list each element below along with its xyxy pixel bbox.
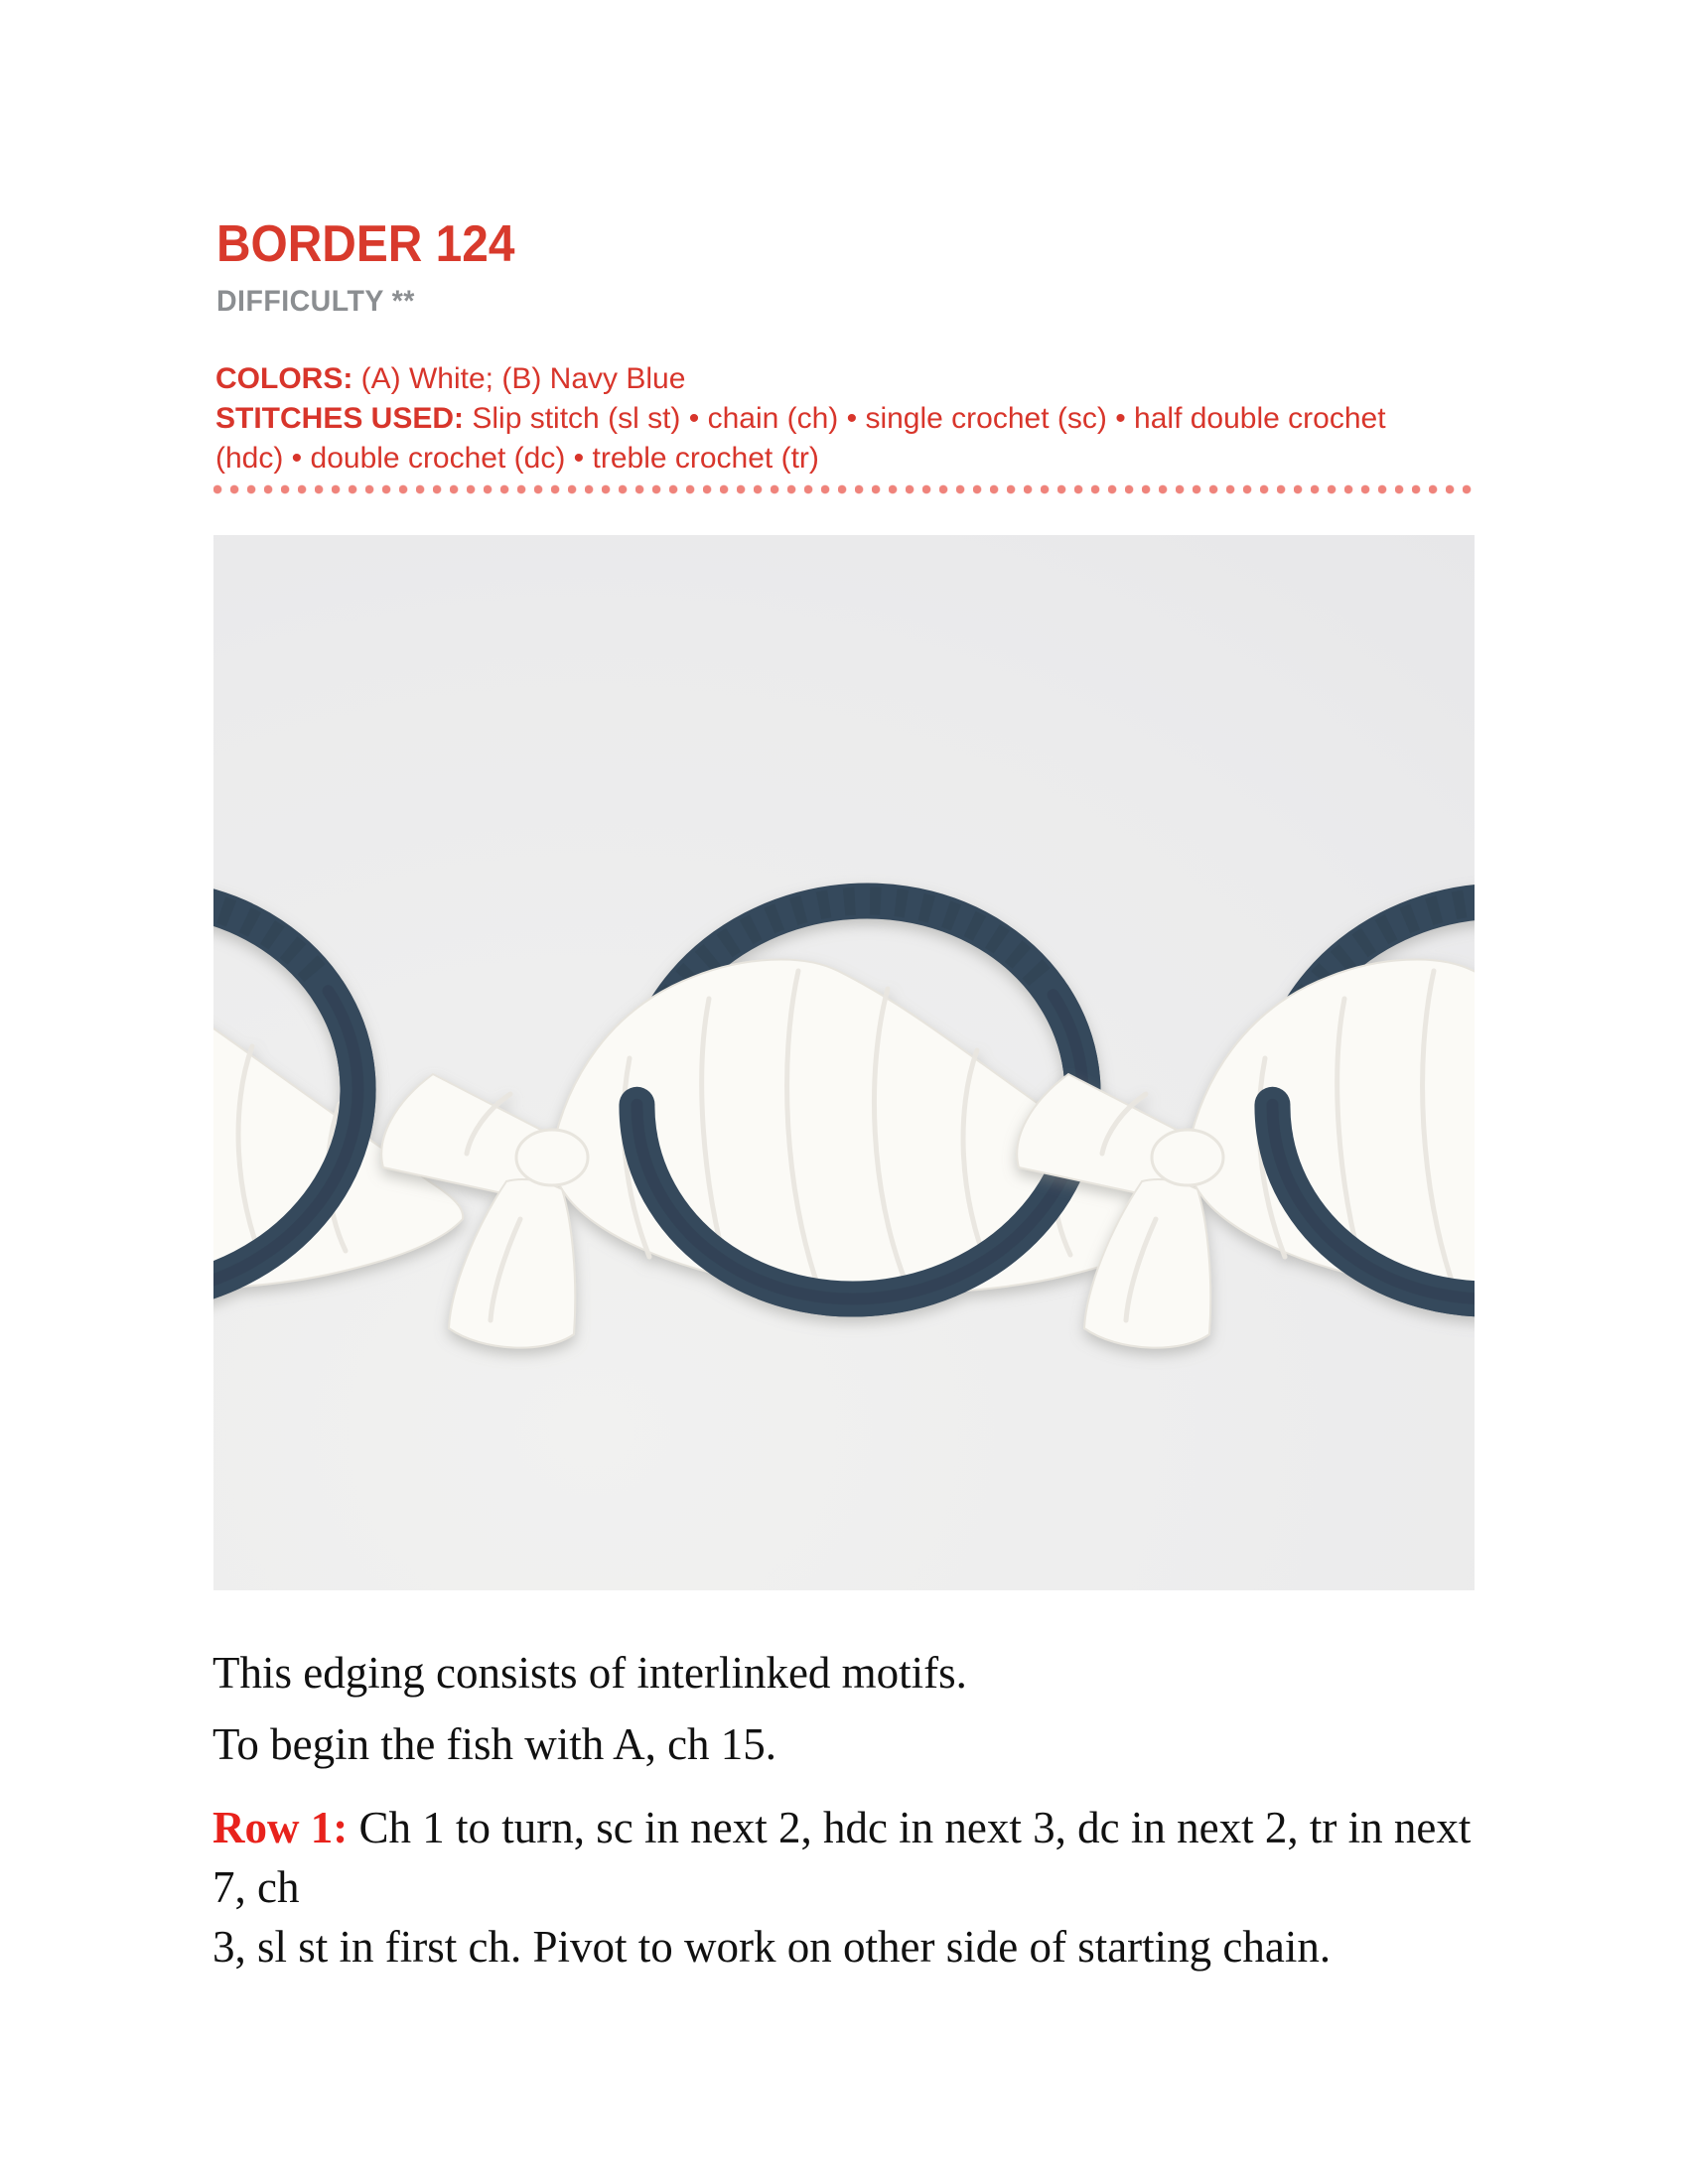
dotted-divider — [213, 483, 1477, 495]
stitches-line-2 — [215, 439, 1386, 478]
pattern-meta — [215, 359, 1386, 478]
paragraph-row1 — [212, 1798, 1483, 1977]
stitches-line-1 — [215, 399, 1386, 439]
difficulty-label: DIFFICULTY ** — [216, 285, 415, 318]
colors-label: COLORS: — [215, 362, 353, 395]
colors-line — [215, 359, 1386, 399]
row1-label: Row 1: — [212, 1803, 349, 1852]
page-title: BORDER 124 — [216, 215, 515, 273]
stitches-value-2: (hdc) • double crochet (dc) • treble crochet (tr) — [215, 442, 819, 475]
paragraph-begin: To begin the fish with A, ch 15. — [212, 1719, 777, 1769]
stitches-label: STITCHES USED: — [215, 402, 465, 435]
colors-value: (A) White; (B) Navy Blue — [352, 362, 686, 395]
row1-text-line1: Ch 1 to turn, sc in next 2, hdc in next 3, dc in next 2, tr in next 7, ch — [212, 1803, 1472, 1912]
row1-text-line2: 3, sl st in first ch. Pivot to work on other side of starting chain. — [212, 1922, 1332, 1972]
crochet-border-photo — [213, 535, 1475, 1590]
paragraph-intro: This edging consists of interlinked motifs. — [212, 1648, 967, 1698]
stitches-value-1: Slip stitch (sl st) • chain (ch) • single crochet (sc) • half double crochet — [464, 402, 1386, 435]
crochet-photo-graphic — [213, 535, 1475, 1590]
